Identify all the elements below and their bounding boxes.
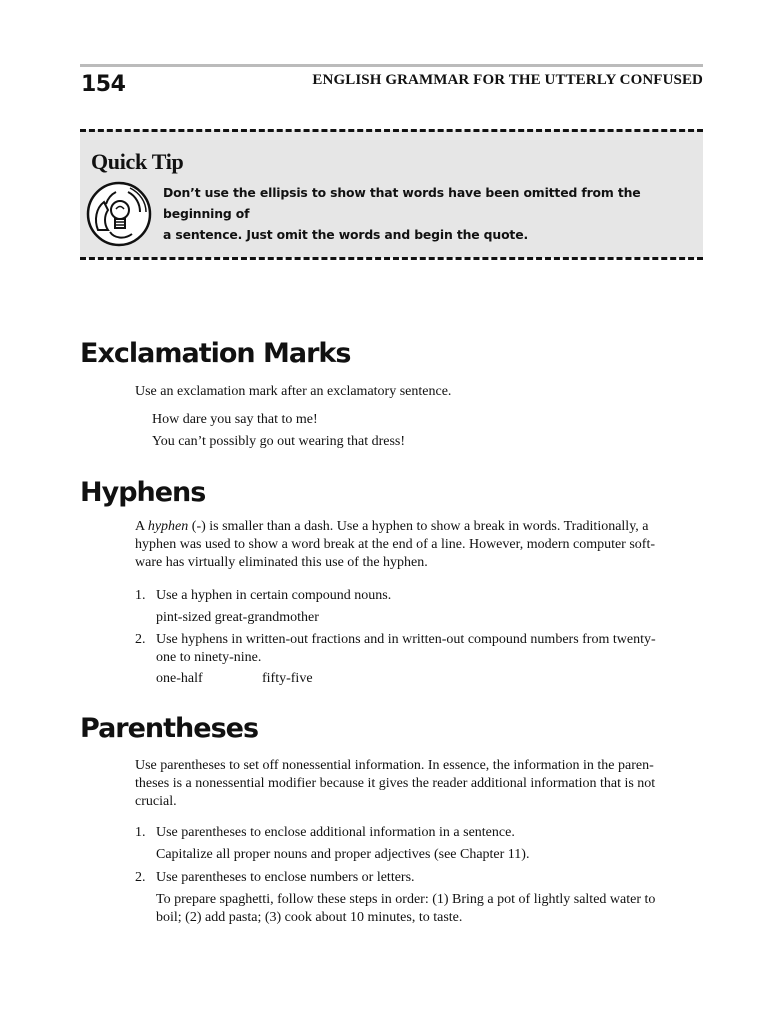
lightbulb-hand-icon [84,180,154,248]
hyphens-rule-1: Use a hyphen in certain compound nouns. [156,588,392,603]
page-number: 154 [81,72,126,97]
tip-bottom-border [80,257,703,260]
parentheses-rule-1-example: Capitalize all proper nouns and proper adjectives (see Chapter 11). [156,847,530,862]
hyphens-rule-2-example-a: one-half [156,671,203,686]
exclamation-example-1: How dare you say that to me! [152,412,318,427]
exclamation-intro: Use an exclamation mark after an exclamatory sentence. [135,384,452,399]
header-rule [80,64,703,67]
parentheses-rule-2-number: 2. [135,870,146,885]
parentheses-intro: Use parentheses to set off nonessential information. In essence, the information in the paren- theses is a nonessential modifier because it gives the reader additional information that is not crucial. [135,758,656,809]
hyphens-rule-2-example-b: fifty-five [262,671,313,686]
heading-parentheses: Parentheses [80,713,259,744]
parentheses-rule-1-number: 1. [135,825,146,840]
parentheses-rule-1: Use parentheses to enclose additional information in a sentence. [156,825,515,840]
hyphens-rule-1-number: 1. [135,588,146,603]
tip-top-border [80,129,703,132]
heading-hyphens: Hyphens [80,477,206,508]
quick-tip-text: Don’t use the ellipsis to show that words have been omitted from the beginning of a sentence. Just omit the words and begin the quote. [163,185,641,242]
parentheses-rule-2-example: To prepare spaghetti, follow these steps in order: (1) Bring a pot of lightly salted water to boil; (2) add pasta; (3) cook about 10 minutes, to taste. [156,892,656,925]
hyphens-rule-2: Use hyphens in written-out fractions and in written-out compound numbers from twenty- one to ninety-nine. [156,632,656,665]
hyphens-rule-1-example: pint-sized great-grandmother [156,610,319,625]
running-title: ENGLISH GRAMMAR FOR THE UTTERLY CONFUSED [312,72,703,88]
term-hyphen: hyphen [147,519,189,534]
hyphens-intro: A hyphen (-) is smaller than a dash. Use a hyphen to show a break in words. Traditionally, a hyphen was used to show a word break at the end of a line. However, modern computer soft- ware has virtually eliminated this use of the hyphen. [135,519,656,570]
hyphens-rule-2-number: 2. [135,632,146,647]
exclamation-example-2: You can’t possibly go out wearing that dress! [152,434,406,449]
quick-tip-title: Quick Tip [91,149,184,174]
parentheses-rule-2: Use parentheses to enclose numbers or letters. [156,870,415,885]
heading-exclamation-marks: Exclamation Marks [80,338,351,369]
